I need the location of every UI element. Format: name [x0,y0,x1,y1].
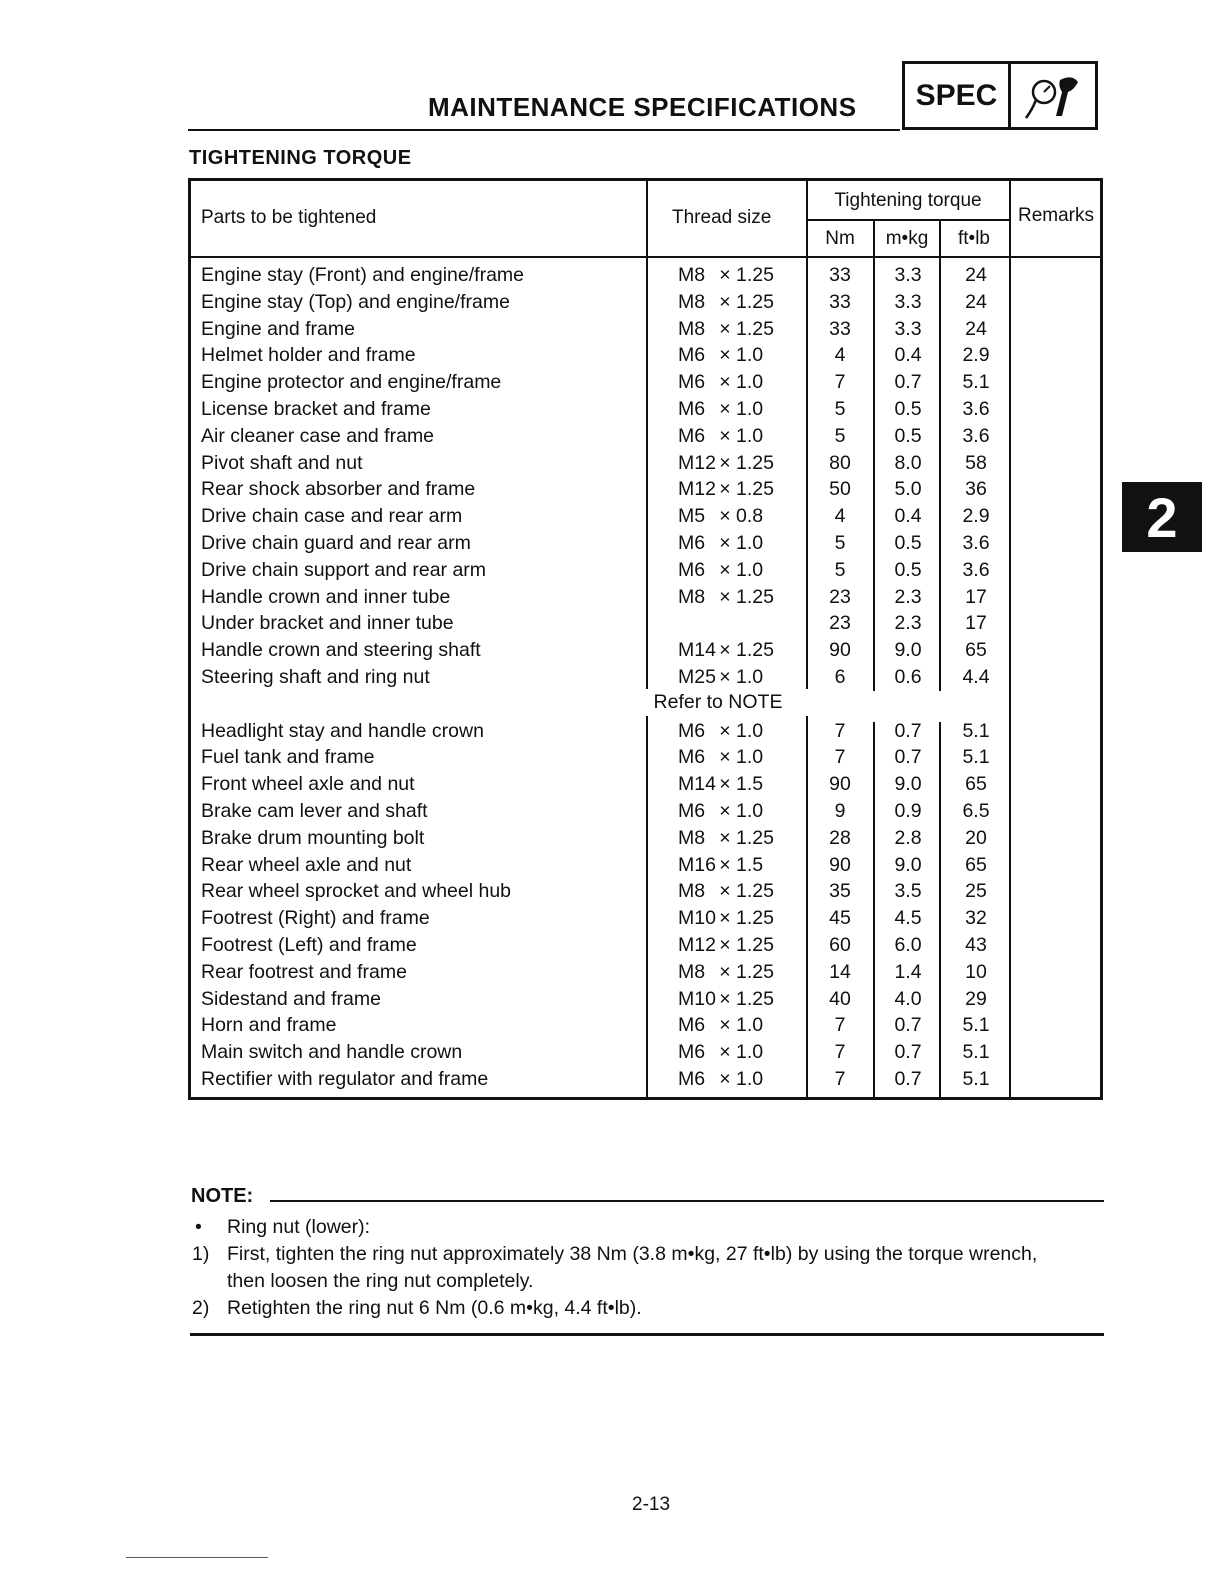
torque-ftlb: 2.9 [962,344,990,367]
torque-ftlb: 5.1 [962,746,990,769]
thread-diameter: M8 [678,960,706,983]
table-row [190,342,1100,369]
torque-nm: 60 [829,934,851,956]
thread-pitch: 1.0 [736,371,764,394]
table-row [190,1012,1100,1039]
torque-mkg: 0.4 [894,505,922,528]
thread-diameter: M8 [678,826,706,849]
table-row [190,262,1100,289]
torque-ftlb: 2.9 [962,505,990,528]
header-divider [806,219,1009,221]
part-name: Drive chain support and rear arm [201,558,487,581]
part-name: Rectifier with regulator and frame [201,1068,489,1090]
torque-ftlb: 36 [965,478,987,501]
thread-pitch: 1.25 [736,987,774,1010]
thread-pitch: 1.0 [736,666,764,688]
thread-diameter: M6 [678,558,706,581]
spec-label: SPEC [905,64,1011,127]
part-name: Brake drum mounting bolt [201,826,425,849]
table-row [190,664,1100,691]
torque-mkg: 3.3 [894,290,922,313]
part-name: Pivot shaft and nut [201,451,363,474]
thread-pitch: 1.0 [736,1041,764,1064]
torque-ftlb: 5.1 [962,371,990,394]
thread-pitch: 1.25 [736,826,774,849]
thread-diameter: M6 [678,532,706,554]
thread-size [678,771,763,798]
thread-size [678,1039,763,1066]
thread-diameter: M12 [678,934,716,956]
thread-pitch: 1.0 [736,344,764,367]
torque-ftlb: 25 [965,880,987,903]
chapter-tab: 2 [1122,482,1202,552]
multiply-sign: × [719,1041,731,1064]
torque-ftlb: 10 [965,960,987,983]
thread-diameter: M6 [678,398,706,420]
thread-pitch: 1.0 [736,558,764,581]
torque-nm: 40 [829,987,851,1010]
thread-size [678,637,774,664]
part-name: Engine stay (Top) and engine/frame [201,290,510,313]
torque-mkg: 0.7 [894,746,922,769]
part-name: Handle crown and steering shaft [201,639,481,662]
thread-diameter: M8 [678,317,706,340]
torque-nm: 23 [829,612,851,635]
section-title: TIGHTENING TORQUE [189,147,412,169]
header-ftlb: ft•lb [958,228,990,249]
thread-pitch: 0.8 [736,505,764,528]
table-row [190,396,1100,423]
note-bullet-icon: • [195,1216,202,1238]
note-bullet-text: Ring nut (lower): [227,1216,371,1238]
torque-ftlb: 17 [965,585,987,608]
torque-mkg: 9.0 [894,773,922,796]
header-remarks: Remarks [1017,205,1094,226]
thread-size [678,798,763,825]
spec-badge [902,61,1098,130]
torque-nm: 9 [834,800,846,822]
multiply-sign: × [719,317,731,340]
thread-pitch: 1.25 [736,478,774,501]
torque-mkg: 0.9 [894,800,922,822]
torque-ftlb: 3.6 [962,558,990,581]
thread-pitch: 1.0 [736,800,764,822]
footer-line [126,1557,268,1558]
torque-ftlb: 65 [965,773,987,796]
torque-mkg: 2.8 [894,826,922,849]
thread-pitch: 1.25 [736,585,774,608]
multiply-sign: × [719,264,731,286]
torque-mkg: 0.7 [894,1068,922,1090]
torque-nm: 33 [829,290,851,313]
multiply-sign: × [719,773,731,796]
thread-diameter: M5 [678,505,706,528]
thread-diameter: M6 [678,344,706,367]
torque-nm: 5 [834,532,846,554]
torque-nm: 50 [829,478,851,501]
thread-size [678,530,763,557]
thread-pitch: 1.25 [736,907,774,930]
torque-mkg: 3.3 [894,264,922,286]
header-parts: Parts to be tightened [201,207,377,228]
note-step2-text: Retighten the ring nut 6 Nm (0.6 m•kg, 4.4 ft•lb). [227,1297,642,1319]
torque-ftlb: 24 [965,264,987,286]
torque-mkg: 3.3 [894,317,922,340]
torque-ftlb: 58 [965,451,987,474]
thread-diameter: M10 [678,907,716,930]
thread-size [678,450,774,477]
thread-diameter: M6 [678,746,706,769]
torque-mkg: 0.4 [894,344,922,367]
torque-mkg: 0.7 [894,1041,922,1064]
torque-ftlb: 17 [965,612,987,635]
part-name: Air cleaner case and frame [201,424,435,447]
thread-pitch: 1.25 [736,639,774,662]
table-row [190,798,1100,825]
table-row [190,637,1100,664]
multiply-sign: × [719,478,731,501]
part-name: Engine stay (Front) and engine/frame [201,264,525,286]
table-row [190,718,1100,745]
thread-pitch: 1.0 [736,719,764,742]
torque-ftlb: 43 [965,934,987,956]
thread-diameter: M6 [678,424,706,447]
multiply-sign: × [719,585,731,608]
torque-mkg: 3.5 [894,880,922,903]
thread-size [678,476,774,503]
torque-mkg: 9.0 [894,639,922,662]
table-row [190,450,1100,477]
torque-ftlb: 65 [965,853,987,876]
torque-ftlb: 65 [965,639,987,662]
thread-size [678,342,763,369]
thread-diameter: M10 [678,987,716,1010]
thread-diameter: M8 [678,880,706,903]
multiply-sign: × [719,371,731,394]
torque-nm: 4 [834,505,846,528]
thread-size [678,1066,763,1093]
torque-ftlb: 6.5 [962,800,990,822]
part-name: Brake cam lever and shaft [201,800,428,822]
thread-size [678,503,763,530]
header-torque: Tightening torque [834,190,982,211]
note-step1-number: 1) [192,1243,210,1265]
table-row [190,289,1100,316]
torque-nm: 7 [834,1068,846,1090]
table-row [190,744,1100,771]
table-row [190,986,1100,1013]
torque-nm: 33 [829,264,851,286]
header-thread: Thread size [672,207,772,228]
torque-nm: 7 [834,1041,846,1064]
thread-diameter: M8 [678,290,706,313]
multiply-sign: × [719,800,731,822]
part-name: Rear footrest and frame [201,960,407,983]
thread-size [678,905,774,932]
thread-pitch: 1.25 [736,264,774,286]
torque-ftlb: 24 [965,317,987,340]
torque-nm: 5 [834,398,846,420]
part-name: Headlight stay and handle crown [201,719,484,742]
torque-nm: 6 [834,666,846,688]
part-name: Front wheel axle and nut [201,773,415,796]
torque-nm: 28 [829,826,851,849]
thread-pitch: 1.0 [736,746,764,769]
part-name: Engine protector and engine/frame [201,371,502,394]
table-row [190,316,1100,343]
thread-diameter: M6 [678,800,706,822]
thread-diameter: M6 [678,1041,706,1064]
multiply-sign: × [719,666,731,688]
table-row [190,557,1100,584]
torque-ftlb: 20 [965,826,987,849]
page-number: 2-13 [632,1494,671,1515]
multiply-sign: × [719,1014,731,1037]
thread-pitch: 1.0 [736,424,764,447]
thread-pitch: 1.0 [736,398,764,420]
torque-ftlb: 3.6 [962,398,990,420]
table-row [190,878,1100,905]
thread-pitch: 1.5 [736,773,764,796]
torque-mkg: 0.7 [894,371,922,394]
torque-mkg: 0.5 [894,558,922,581]
multiply-sign: × [719,907,731,930]
note-reference: Refer to NOTE [615,689,821,716]
torque-mkg: 0.5 [894,424,922,447]
thread-size [678,316,774,343]
torque-nm: 14 [829,960,851,983]
table-row [190,852,1100,879]
table-row [190,932,1100,959]
thread-pitch: 1.0 [736,1068,764,1090]
table-row [190,1039,1100,1066]
multiply-sign: × [719,880,731,903]
torque-nm: 33 [829,317,851,340]
multiply-sign: × [719,746,731,769]
thread-size [678,986,774,1013]
multiply-sign: × [719,934,731,956]
thread-pitch: 1.0 [736,532,764,554]
torque-mkg: 0.7 [894,1014,922,1037]
thread-diameter: M12 [678,451,716,474]
multiply-sign: × [719,987,731,1010]
torque-nm: 80 [829,451,851,474]
thread-diameter: M14 [678,773,716,796]
thread-size [678,369,763,396]
torque-mkg: 4.5 [894,907,922,930]
table-row [190,825,1100,852]
part-name: Drive chain guard and rear arm [201,532,471,554]
torque-ftlb: 3.6 [962,424,990,447]
table-row [190,959,1100,986]
part-name: License bracket and frame [201,398,431,420]
thread-size [678,396,763,423]
torque-mkg: 8.0 [894,451,922,474]
table-row [190,610,1100,637]
torque-nm: 7 [834,1014,846,1037]
table-row [190,423,1100,450]
table-row [190,771,1100,798]
multiply-sign: × [719,639,731,662]
thread-pitch: 1.25 [736,880,774,903]
torque-ftlb: 24 [965,290,987,313]
part-name: Fuel tank and frame [201,746,375,769]
table-row [190,530,1100,557]
torque-nm: 23 [829,585,851,608]
multiply-sign: × [719,532,731,554]
part-name: Rear wheel sprocket and wheel hub [201,880,512,903]
table-row [190,369,1100,396]
torque-mkg: 5.0 [894,478,922,501]
torque-nm: 90 [829,853,851,876]
thread-pitch: 1.25 [736,451,774,474]
thread-size [678,825,774,852]
thread-diameter: M6 [678,1068,706,1090]
torque-mkg: 6.0 [894,934,922,956]
multiply-sign: × [719,451,731,474]
torque-nm: 7 [834,371,846,394]
header-bottom-rule [191,256,1100,258]
torque-mkg: 0.5 [894,398,922,420]
part-name: Rear shock absorber and frame [201,478,476,501]
multiply-sign: × [719,424,731,447]
thread-diameter: M6 [678,1014,706,1037]
thread-pitch: 1.25 [736,934,774,956]
thread-pitch: 1.25 [736,317,774,340]
torque-nm: 7 [834,719,846,742]
part-name: Under bracket and inner tube [201,612,454,635]
thread-diameter: M25 [678,666,716,688]
multiply-sign: × [719,558,731,581]
torque-mkg: 4.0 [894,987,922,1010]
torque-ftlb: 32 [965,907,987,930]
multiply-sign: × [719,344,731,367]
thread-size [678,289,774,316]
header-nm: Nm [825,228,855,249]
torque-ftlb: 29 [965,987,987,1010]
part-name: Footrest (Right) and frame [201,907,430,930]
note-bottom-rule [190,1333,1104,1336]
table-row [190,584,1100,611]
thread-diameter: M8 [678,585,706,608]
torque-nm: 45 [829,907,851,930]
part-name: Drive chain case and rear arm [201,505,463,528]
torque-nm: 90 [829,639,851,662]
thread-diameter: M6 [678,371,706,394]
torque-nm: 4 [834,344,846,367]
thread-diameter: M14 [678,639,716,662]
thread-pitch: 1.5 [736,853,764,876]
torque-mkg: 0.6 [894,666,922,688]
torque-ftlb: 5.1 [962,719,990,742]
thread-pitch: 1.0 [736,1014,764,1037]
part-name: Handle crown and inner tube [201,585,451,608]
part-name: Rear wheel axle and nut [201,853,412,876]
multiply-sign: × [719,960,731,983]
multiply-sign: × [719,1068,731,1090]
thread-size [678,584,774,611]
thread-size [678,423,763,450]
torque-ftlb: 5.1 [962,1014,990,1037]
torque-mkg: 1.4 [894,960,922,983]
torque-ftlb: 5.1 [962,1068,990,1090]
note-step2-number: 2) [192,1297,210,1319]
thread-size [678,959,774,986]
table-row [190,476,1100,503]
torque-nm: 35 [829,880,851,903]
torque-mkg: 0.5 [894,532,922,554]
torque-nm: 90 [829,773,851,796]
torque-mkg: 2.3 [894,612,922,635]
multiply-sign: × [719,719,731,742]
torque-mkg: 2.3 [894,585,922,608]
thread-pitch: 1.25 [736,290,774,313]
page-title: MAINTENANCE SPECIFICATIONS [428,92,857,122]
torque-mkg: 9.0 [894,853,922,876]
header-mkg: m•kg [885,228,929,249]
thread-size [678,664,763,691]
thread-size [678,1012,763,1039]
part-name: Engine and frame [201,317,355,340]
thread-size [678,932,774,959]
torque-nm: 7 [834,746,846,769]
thread-size [678,557,763,584]
torque-wrench-icon [1011,64,1095,127]
thread-diameter: M6 [678,719,706,742]
part-name: Footrest (Left) and frame [201,934,417,956]
torque-ftlb: 3.6 [962,532,990,554]
thread-size [678,718,763,745]
part-name: Helmet holder and frame [201,344,416,367]
title-rule [188,129,900,131]
multiply-sign: × [719,505,731,528]
torque-nm: 5 [834,424,846,447]
torque-nm: 5 [834,558,846,581]
table-row [190,1066,1100,1093]
note-step1-text: First, tighten the ring nut approximately 38 Nm (3.8 m•kg, 27 ft•lb) by using the torque wrench, then loosen the ring nut completely. [227,1243,1038,1292]
note-rule [270,1200,1104,1202]
thread-size [678,878,774,905]
multiply-sign: × [719,826,731,849]
part-name: Horn and frame [201,1014,337,1037]
table-row [190,503,1100,530]
thread-size [678,852,763,879]
note-label: NOTE: [191,1185,254,1207]
thread-diameter: M12 [678,478,716,501]
multiply-sign: × [719,398,731,420]
multiply-sign: × [719,853,731,876]
part-name: Main switch and handle crown [201,1041,463,1064]
part-name: Sidestand and frame [201,987,381,1010]
multiply-sign: × [719,290,731,313]
torque-ftlb: 4.4 [962,666,990,688]
thread-size [678,262,774,289]
table-row [190,905,1100,932]
thread-diameter: M8 [678,264,706,286]
torque-mkg: 0.7 [894,719,922,742]
thread-size [678,744,763,771]
part-name: Steering shaft and ring nut [201,666,430,688]
thread-pitch: 1.25 [736,960,774,983]
torque-ftlb: 5.1 [962,1041,990,1064]
thread-diameter: M16 [678,853,716,876]
